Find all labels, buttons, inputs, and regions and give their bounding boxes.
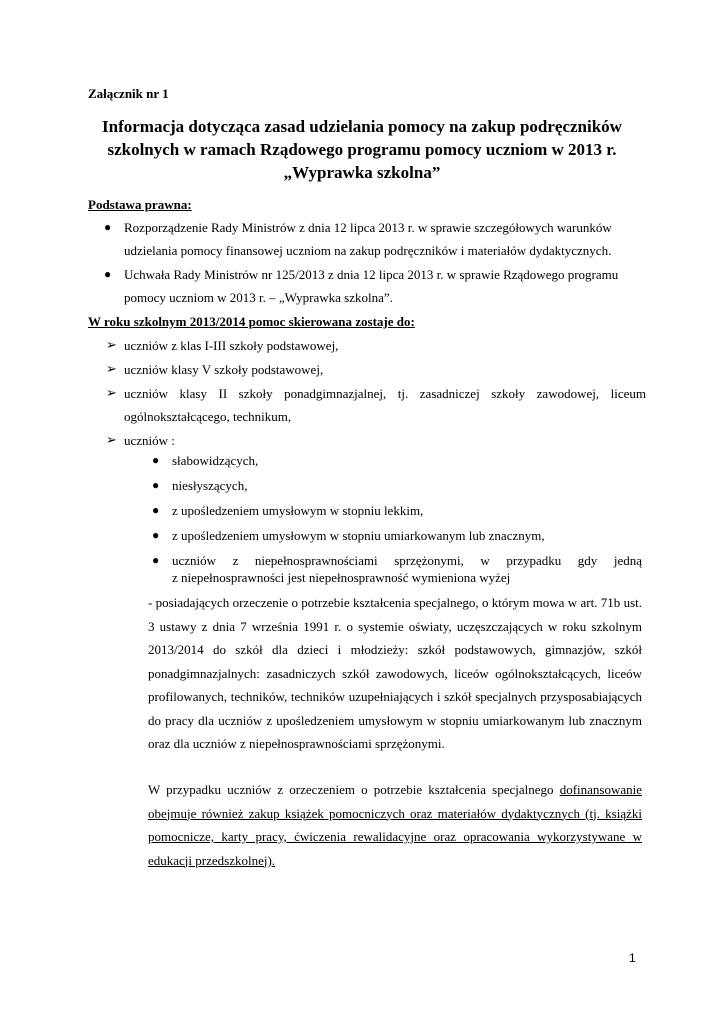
legal-basis-item-2: Uchwała Rady Ministrów nr 125/2013 z dnia 12 lipca 2013 r. w sprawie Rządowego programu pomocy uczniom w 2013 r. – „Wyprawka szkolna”. [124, 267, 619, 305]
bullet-icon: ● [152, 453, 160, 467]
bullet-icon: ● [104, 267, 112, 281]
paragraph-cofinancing-underlined: dofinansowanie obejmuje również zakup książek pomocniczych oraz materiałów dydaktycznych (tj. książki pomocnicze, karty pracy, ćwiczenia rewalidacyjne oraz opracowania wykorzystywane w edukacji przedszkolnej). [148, 782, 642, 868]
list-item [106, 358, 646, 381]
title-line-3: „Wyprawka szkolna” [283, 163, 441, 182]
bullet-icon: ● [104, 220, 112, 234]
list-item [146, 524, 642, 547]
subitem-4: z upośledzeniem umysłowym w stopniu umiarkowanym lub znacznym, [172, 528, 545, 543]
list-item [88, 216, 644, 262]
paragraph-certificate: - posiadających orzeczenie o potrzebie kształcenia specjalnego, o którym mowa w art. 71b ust. 3 ustawy z dnia 7 września 1991 r. o systemie oświaty, uczęszczających w roku szkolnym 2013/2014 do szkół dla dzieci i młodzieży: szkół podstawowych, gimnazjów, szkół ponadgimnazjalnych: zasadniczych szkół zawodowych, liceów ogólnokształcących, liceów profilowanych, techników, techników uzupełniających i szkół specjalnych przysposabiających do pracy dla uczniów z upośledzeniem umysłowym w stopniu umiarkowanym lub znacznym oraz dla uczniów z niepełnosprawnościami sprzężonymi. [148, 595, 642, 751]
list-item [88, 263, 644, 309]
subitem-3: z upośledzeniem umysłowym w stopniu lekkim, [172, 503, 424, 518]
list-item [146, 474, 642, 497]
document-title [60, 115, 664, 184]
paragraph-cofinancing [148, 778, 642, 872]
recipient-item-1: uczniów z klas I-III szkoły podstawowej, [124, 338, 339, 353]
arrow-bullet-icon: ➢ [106, 362, 117, 377]
legal-basis-item-1: Rozporządzenie Rady Ministrów z dnia 12 lipca 2013 r. w sprawie szczegółowych warunków udzielania pomocy finansowej uczniom na zakup podręczników i materiałów dydaktycznych. [124, 220, 612, 258]
list-item [146, 499, 642, 522]
subitem-1: słabowidzących, [172, 453, 259, 468]
legal-basis-list [88, 216, 644, 310]
bullet-icon: ● [152, 503, 160, 517]
subitem-5: uczniów z niepełnosprawnościami sprzężonymi, w przypadku gdy jedną [172, 553, 642, 568]
arrow-bullet-icon: ➢ [106, 386, 117, 401]
bullet-icon: ● [152, 553, 160, 567]
page-number: 1 [629, 951, 636, 965]
list-item [146, 449, 642, 472]
legal-basis-heading: Podstawa prawna: [88, 197, 192, 212]
annex-label: Załącznik nr 1 [88, 86, 169, 101]
title-line-2: szkolnych w ramach Rządowego programu pomocy uczniom w 2013 r. [107, 140, 617, 159]
bullet-icon: ● [152, 478, 160, 492]
bullet-icon: ● [152, 528, 160, 542]
subitem-continuation: z niepełnosprawności jest niepełnosprawność wymieniona wyżej [172, 570, 511, 585]
arrow-bullet-icon: ➢ [106, 338, 117, 353]
list-item [106, 382, 646, 428]
recipient-item-3: uczniów klasy II szkoły ponadgimnazjalnej, tj. zasadniczej szkoły zawodowej, liceum ogólnokształcącego, technikum, [124, 386, 646, 424]
recipient-item-4: uczniów : [124, 433, 175, 448]
students-sublist [146, 449, 642, 574]
recipients-list [106, 334, 646, 453]
paragraph-cofinancing-text: W przypadku uczniów z orzeczeniem o potrzebie kształcenia specjalnego [148, 782, 560, 797]
arrow-bullet-icon: ➢ [106, 433, 117, 448]
list-item [106, 334, 646, 357]
subitem-2: niesłyszących, [172, 478, 248, 493]
recipient-item-2: uczniów klasy V szkoły podstawowej, [124, 362, 324, 377]
title-line-1: Informacja dotycząca zasad udzielania pomocy na zakup podręczników [102, 117, 622, 136]
recipients-heading: W roku szkolnym 2013/2014 pomoc skierowana zostaje do: [88, 314, 415, 329]
